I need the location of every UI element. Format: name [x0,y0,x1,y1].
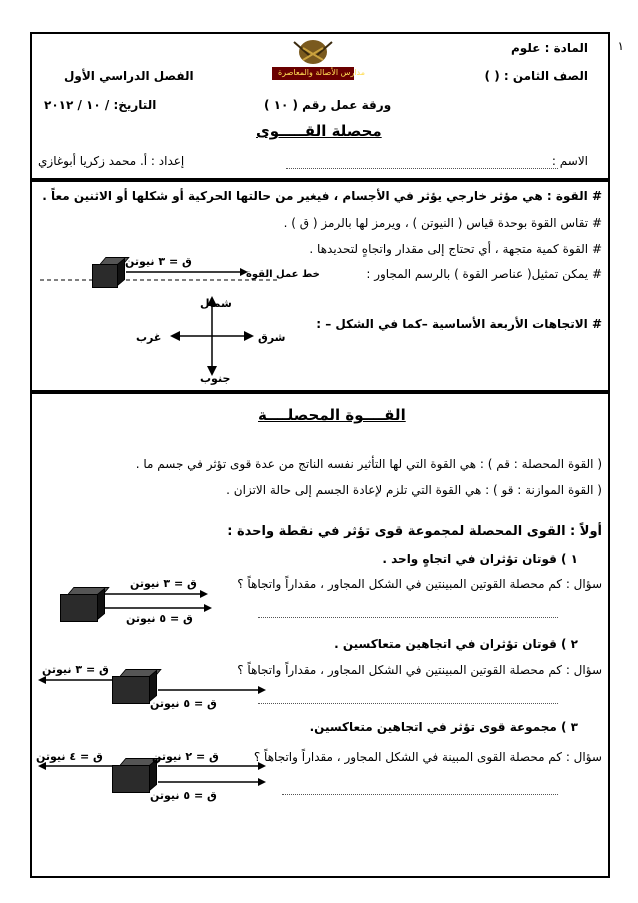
force-label: ق = ٣ نيوتن [125,255,192,268]
page-number: ١ [617,39,624,53]
resultant-definition: ( القوة المحصلة : قم ) : هي القوة التي لها التأثير نفسه الناتج من عدة قوى تؤثر في جسم ما . [135,457,602,471]
equilibrant-definition: ( القوة الموازنة : قو ) : هي القوة التي تلزم لإعادة الجسم إلى حالة الاتزان . [226,483,602,497]
name-label: الاسم : [551,154,588,168]
case2-question: سؤال : كم محصلة القوتين المبينتين في الشكل المجاور ، مقداراً واتجاهاً ؟ [237,663,602,677]
semester-label: الفصل الدراسي الأول [64,69,194,83]
case2-force2: ق = ٥ نيوتن [150,697,217,710]
grade-label: الصف الثامن : ( ) [484,69,588,83]
case3-arrows [36,762,276,792]
case1-box [60,594,98,622]
south-label: جنوب [200,372,231,385]
prepared-by-label: إعداد : أ. محمد زكريا أبوغازي [38,154,185,168]
case1-answer-line[interactable] [258,617,558,618]
case2-answer-line[interactable] [258,703,558,704]
worksheet-label: ورقة عمل رقم ( ١٠ ) [264,98,392,112]
force-unit: # تقاس القوة بوحدة قياس ( النيوتن ) ، ويرمز لها بالرمز ( ق ) . [283,216,602,230]
case3-answer-line[interactable] [282,794,558,795]
case3-force2: ق = ٢ نيوتن [152,750,219,763]
force-elements: # يمكن تمثيل( عناصر القوة ) بالرسم المجاور : [366,267,602,281]
line-of-action-label: خط عمل القوة [246,269,320,280]
section2-heading: أولاً : القوى المحصلة لمجموعة قوى تؤثر في نقطة واحدة : [227,524,602,539]
subject-label: المادة : علوم [511,41,588,55]
logo-text: مدارس الأصالة والمعاصرة [278,68,366,77]
case1-title: ١ ) قوتان تؤثران في اتجاهٍ واحد . [382,552,578,566]
case2-title: ٢ ) قوتان تؤثران في اتجاهين متعاكسين . [334,637,578,651]
case1-question: سؤال : كم محصلة القوتين المبينتين في الشكل المجاور ، مقداراً واتجاهاً ؟ [237,577,602,591]
force-definition: # القوة : هي مؤثر خارجي يؤثر في الأجسام ، فيغير من حالتها الحركية أو شكلها أو الاثنين معاً . [42,189,602,203]
section2-title: القــــوة المحصلــــة [258,406,406,424]
page-title: محصلة القـــــوى [256,122,382,140]
case1-force1: ق = ٣ نيوتن [130,577,197,590]
case3-title: ٣ ) مجموعة قوى تؤثر في اتجاهين متعاكسين. [309,720,578,734]
directions-text: # الاتجاهات الأربعة الأساسية –كما في الشكل – : [316,317,602,331]
case2-force1: ق = ٣ نيوتن [42,663,109,676]
name-field[interactable] [286,168,558,169]
line-of-action [40,270,280,290]
east-label: شرق [258,331,286,344]
force-vector: # القوة كمية متجهة ، أي تحتاج إلى مقدار واتجاهٍ لتحديدها . [309,242,602,256]
west-label: غرب [136,331,162,344]
north-label: شمال [200,297,232,310]
case3-force3: ق = ٥ نيوتن [150,789,217,802]
case3-force1: ق = ٤ نيوتن [36,750,103,763]
date-label: التاريخ: / ١٠ / ٢٠١٢ [44,98,157,112]
case3-question: سؤال : كم محصلة القوى المبينة في الشكل المجاور ، مقداراً واتجاهاً ؟ [253,750,602,764]
school-logo [270,38,366,82]
case1-force2: ق = ٥ نيوتن [126,612,193,625]
